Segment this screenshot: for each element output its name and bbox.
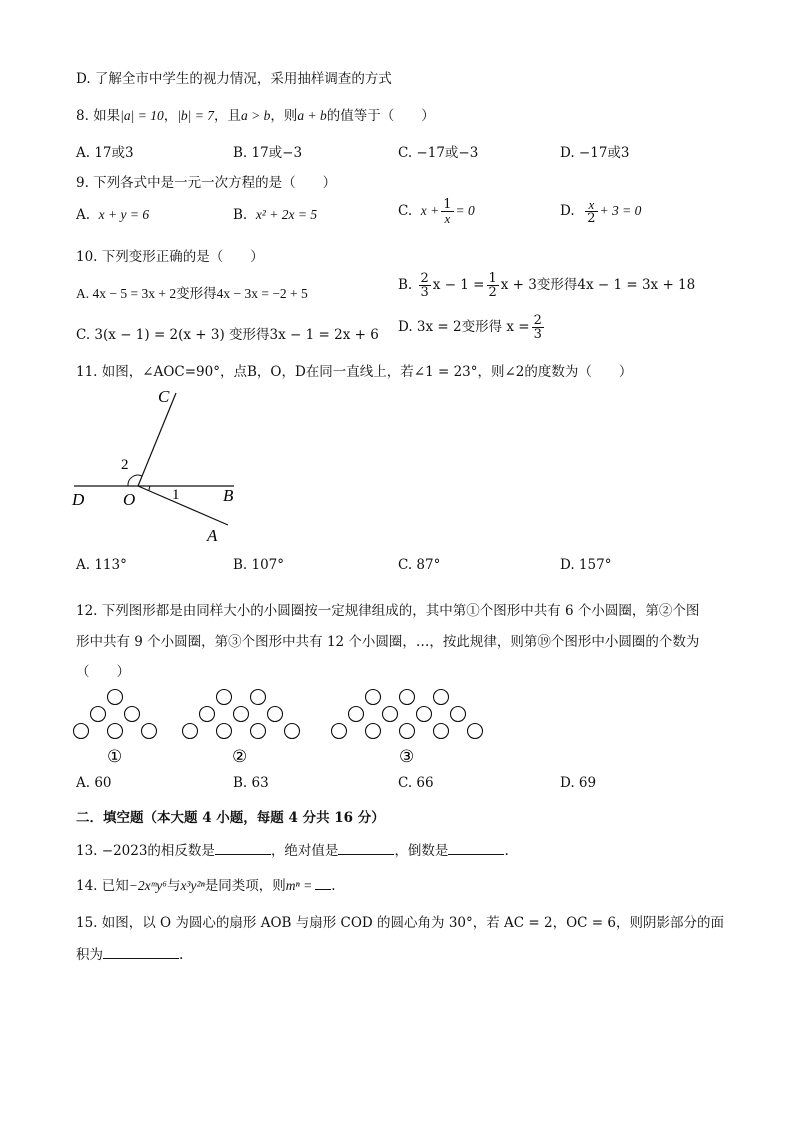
circle (183, 724, 198, 739)
q14-part-a: 14. 已知 (76, 878, 129, 894)
circle (400, 690, 415, 705)
circle (383, 707, 398, 722)
q11-option-b: B. 107° (233, 557, 285, 573)
label-a: A (207, 526, 218, 545)
q10-d-fraction (532, 314, 544, 341)
q9-b-label: B. (233, 207, 248, 223)
q10-option-b (398, 272, 695, 299)
q8-expr: a + b (297, 108, 327, 123)
q10-b-den2: 2 (488, 285, 497, 300)
q10-b-frac1 (419, 272, 431, 299)
q8-abs-b: |b| = 7 (177, 108, 215, 123)
q8-sep: ， (163, 108, 178, 124)
q9-d-label: D. (560, 203, 575, 219)
section-2-heading: 二．填空题（本大题 4 小题，每题 4 分共 16 分） (76, 810, 385, 826)
circle (434, 690, 449, 705)
pattern-1 (74, 690, 157, 739)
circle (332, 724, 347, 739)
q9-c-fraction (441, 198, 453, 225)
q13-part-a: 13. −2023的相反数是 (76, 843, 215, 859)
q8-cond: a > b (241, 108, 271, 123)
circle (400, 724, 415, 739)
circle (108, 724, 123, 739)
circle (217, 690, 232, 705)
q8-option-c: C. −17或−3 (398, 145, 479, 161)
ray-oc (138, 393, 176, 486)
q8-mid: ，且 (214, 108, 242, 124)
circle (251, 690, 266, 705)
q15-prefix: 积为 (76, 947, 103, 963)
q15-line2 (76, 943, 183, 963)
q13-blank-absolute[interactable] (338, 842, 394, 855)
q10-d-den: 3 (533, 327, 542, 342)
q8-then: ，则 (270, 108, 298, 124)
circle (366, 724, 381, 739)
circle (234, 707, 249, 722)
pattern-3 (332, 690, 483, 739)
circle (434, 724, 449, 739)
q12-option-b: B. 63 (233, 775, 269, 791)
q12-line3: （ ） (76, 664, 130, 680)
q9-option-d (560, 198, 641, 225)
q9-c-den: x (444, 211, 451, 226)
q12-option-c: C. 66 (398, 775, 434, 791)
circle (417, 707, 432, 722)
q15-blank[interactable] (103, 946, 179, 959)
q9-d-fraction (585, 198, 597, 225)
q10-b-mid1: x − 1 = (432, 277, 485, 293)
circle (125, 707, 140, 722)
q10-b-num2: 1 (488, 271, 497, 286)
q8-stem (76, 104, 435, 124)
circle (285, 724, 300, 739)
q11-stem: 11. 如图，∠AOC=90°，点B，O，D在同一直线上，若∠1 = 23°，则∠2的度数为（ ） (76, 364, 633, 380)
q8-suffix: 的值等于（ ） (326, 108, 435, 124)
q10-b-mid2: x + 3变形得4x − 1 = 3x + 18 (500, 277, 696, 293)
q11-angle-figure (66, 385, 256, 550)
q11-option-d: D. 157° (560, 557, 612, 573)
q10-d-left: D. 3x = 2变形得 x = (398, 319, 530, 335)
q9-option-b (233, 207, 317, 223)
label-angle-1: 1 (172, 487, 180, 503)
q11-option-a: A. 113° (76, 557, 127, 573)
q13-part-d: . (504, 843, 509, 859)
q9-a-expr: x + y = 6 (98, 207, 150, 222)
q14-part-b: 与 (166, 878, 181, 894)
q8-prefix: 8. 如果 (76, 108, 121, 124)
pattern-2-label: ② (232, 747, 248, 766)
q13-blank-opposite[interactable] (215, 842, 271, 855)
q9-d-right: + 3 = 0 (599, 203, 642, 218)
q14-expr3: mⁿ = (285, 878, 313, 893)
q10-option-d (398, 314, 546, 341)
q15-end: . (179, 947, 184, 963)
q12-option-d: D. 69 (560, 775, 597, 791)
q11-option-c: C. 87° (398, 557, 441, 573)
circle (200, 707, 215, 722)
q10-b-num1: 2 (420, 271, 429, 286)
q9-option-a (76, 207, 149, 223)
q12-option-a: A. 60 (76, 775, 112, 791)
q9-d-den: 2 (587, 211, 596, 226)
q13-blank-reciprocal[interactable] (448, 842, 504, 855)
pattern-2 (183, 690, 300, 739)
q8-option-b: B. 17或−3 (233, 145, 303, 161)
pattern-3-label: ③ (399, 747, 415, 766)
circle (108, 690, 123, 705)
q10-option-c: C. 3(x − 1) = 2(x + 3) 变形得3x − 1 = 2x + 6 (76, 327, 379, 343)
q10-b-frac2 (487, 272, 499, 299)
q9-c-right: = 0 (455, 203, 475, 218)
q13-part-c: ，倒数是 (394, 843, 449, 859)
q15-line1: 15. 如图，以 O 为圆心的扇形 AOB 与扇形 COD 的圆心角为 30°，若 AC = 2，OC = 6，则阴影部分的面 (76, 915, 724, 931)
q14-part-c: 是同类项，则 (204, 878, 286, 894)
q10-b-den1: 3 (420, 285, 429, 300)
q13-part-b: ，绝对值是 (270, 843, 339, 859)
q9-a-label: A. (76, 207, 91, 223)
circle (349, 707, 364, 722)
angle-1-arc (149, 486, 150, 491)
circle (251, 724, 266, 739)
q12-line2: 形中共有 9 个小圆圈，第③个图形中共有 12 个小圆圈，…，按此规律，则第⑲个图形中小圆圈的个数为 (76, 634, 700, 650)
q10-b-label: B. (398, 277, 413, 293)
circle (142, 724, 157, 739)
q14 (76, 874, 336, 894)
q12-circle-patterns (66, 683, 496, 771)
q9-c-left: x + (420, 203, 440, 218)
circle (217, 724, 232, 739)
q8-option-d: D. −17或3 (560, 145, 630, 161)
circle (451, 707, 466, 722)
label-d: D (72, 490, 85, 509)
q9-d-num: x (585, 198, 597, 212)
circle (268, 707, 283, 722)
q9-c-label: C. (398, 203, 413, 219)
q14-expr1: −2xᵐy⁶ (128, 878, 167, 893)
label-angle-2: 2 (121, 457, 129, 473)
q9-option-c (398, 198, 475, 225)
pattern-1-label: ① (107, 747, 123, 766)
q9-c-num: 1 (443, 197, 452, 212)
ray-oa (138, 486, 228, 525)
q8-option-a: A. 17或3 (76, 145, 134, 161)
q8-abs-a: |a| = 10 (120, 108, 164, 123)
q12-line1: 12. 下列图形都是由同样大小的小圆圈按一定规律组成的，其中第①个图形中共有 6 个小圆圈，第②个图 (76, 603, 700, 619)
q9-b-expr: x² + 2x = 5 (255, 207, 318, 222)
label-c: C (158, 387, 170, 406)
q14-blank[interactable] (315, 877, 331, 890)
q10-d-num: 2 (533, 313, 542, 328)
circle (366, 690, 381, 705)
q13 (76, 839, 509, 859)
label-b: B (223, 486, 234, 505)
circle (91, 707, 106, 722)
q7-option-d: D. 了解全市中学生的视力情况，采用抽样调查的方式 (76, 71, 392, 87)
q10-stem: 10. 下列变形正确的是（ ） (76, 249, 264, 265)
q9-stem: 9. 下列各式中是一元一次方程的是（ ） (76, 175, 337, 191)
q14-part-d: . (331, 878, 336, 894)
q10-option-a: A. 4x − 5 = 3x + 2变形得4x − 3x = −2 + 5 (76, 286, 308, 301)
label-o: O (123, 490, 136, 509)
circle (468, 724, 483, 739)
q14-expr2: x³y²ⁿ (180, 878, 205, 893)
circle (74, 724, 89, 739)
